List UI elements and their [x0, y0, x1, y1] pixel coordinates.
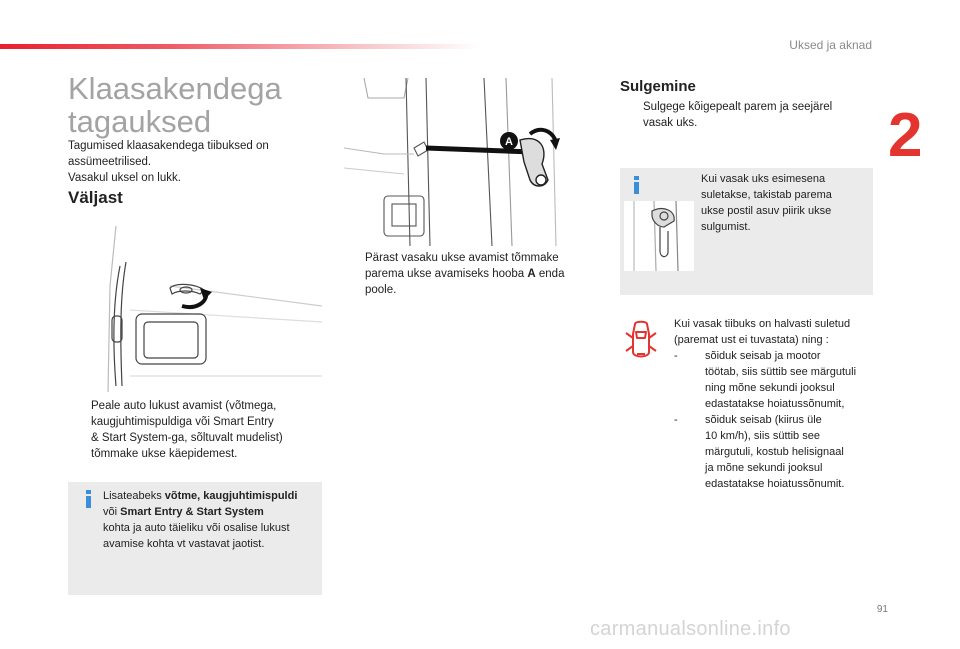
list-line: sõiduk seisab ja mootor: [705, 350, 821, 362]
bullet-text: parema ukse avamiseks hooba: [365, 268, 528, 280]
info-text: või: [103, 506, 121, 518]
door-stop-illustration: [624, 201, 694, 271]
footer-watermark: carmanualsonline.info: [590, 618, 791, 640]
info-text: sulgumist.: [701, 221, 751, 233]
page-number: 91: [876, 604, 888, 615]
bullet-line: Sulgege kõigepealt parem ja seejärel: [643, 101, 833, 113]
info-text: Kui vasak uks esimesena: [701, 173, 826, 185]
info-text: ukse postil asuv piirik ukse: [701, 205, 832, 217]
rear-door-lever-illustration: [344, 78, 562, 246]
info-box-keys: [68, 482, 322, 595]
info-text: avamise kohta vt vastavat jaotist.: [103, 538, 265, 550]
bullet-bold-text: A: [527, 268, 536, 280]
list-item: [674, 412, 884, 494]
list-line: märgutuli, kostub helisignaal: [705, 446, 844, 458]
list-line: sõiduk seisab (kiirus üle: [705, 414, 822, 426]
info-icon: [634, 176, 639, 194]
car-doors-open-warning-icon: [624, 320, 658, 362]
warning-list: [674, 348, 884, 498]
bullet-text: enda: [535, 268, 565, 280]
intro-line: Tagumised klaasakendega tiibuksed on: [68, 140, 269, 152]
intro-line: assümeetrilised.: [68, 156, 152, 168]
middle-instruction: [344, 250, 594, 300]
list-dash: -: [674, 350, 678, 362]
bullet-line: vasak uks.: [643, 117, 698, 129]
list-line: edastatakse hoiatussõnumit,: [705, 398, 845, 410]
info-bold-text: võtme, kaugjuhtimispuldi: [164, 490, 298, 502]
closing-instruction: [622, 99, 872, 133]
info-box-text: [701, 171, 871, 235]
bullet-line: Peale auto lukust avamist (võtmega,: [91, 400, 277, 412]
intro-text: [68, 138, 318, 186]
info-box-closing: [620, 168, 873, 295]
list-line: töötab, siis süttib see märgutuli: [705, 366, 857, 378]
page-title: Klaasakendega tagauksed: [68, 71, 282, 139]
figure-label-a: A: [505, 136, 513, 148]
heading-outside: Väljast: [68, 188, 123, 207]
header-accent-bar: [0, 44, 480, 49]
bullet-line: & Start System-ga, sõltuvalt mudelist): [91, 432, 283, 444]
list-line: edastatakse hoiatussõnumit.: [705, 478, 845, 490]
bullet-line: tõmmake ukse käepidemest.: [91, 448, 238, 460]
info-text: suletakse, takistab parema: [701, 189, 832, 201]
info-box-text: [103, 488, 318, 552]
outside-open-instruction: [70, 398, 320, 464]
warning-line: Kui vasak tiibuks on halvasti suletud: [674, 318, 851, 330]
list-dash: -: [674, 414, 678, 426]
list-line: 10 km/h), siis süttib see: [705, 430, 820, 442]
bullet-line: poole.: [365, 284, 397, 296]
outside-door-handle-illustration: [100, 226, 322, 392]
section-title: Uksed ja aknad: [789, 38, 872, 52]
intro-line: Vasakul uksel on lukk.: [68, 172, 181, 184]
list-line: ning mõne sekundi jooksul: [705, 382, 835, 394]
chapter-number: 2: [888, 101, 923, 170]
bullet-line: kaugjuhtimispuldiga või Smart Entry: [91, 416, 274, 428]
warning-intro: [674, 316, 874, 348]
bullet-line: Pärast vasaku ukse avamist tõmmake: [365, 252, 559, 264]
info-text: Lisateabeks: [103, 490, 165, 502]
list-line: ja mõne sekundi jooksul: [705, 462, 823, 474]
list-item: [674, 348, 884, 412]
info-icon: [86, 490, 91, 508]
heading-closing: Sulgemine: [620, 78, 696, 95]
info-text: kohta ja auto täieliku või osalise lukust: [103, 522, 290, 534]
warning-line: (paremat ust ei tuvastata) ning :: [674, 334, 829, 346]
info-bold-text: Smart Entry & Start System: [120, 506, 264, 518]
